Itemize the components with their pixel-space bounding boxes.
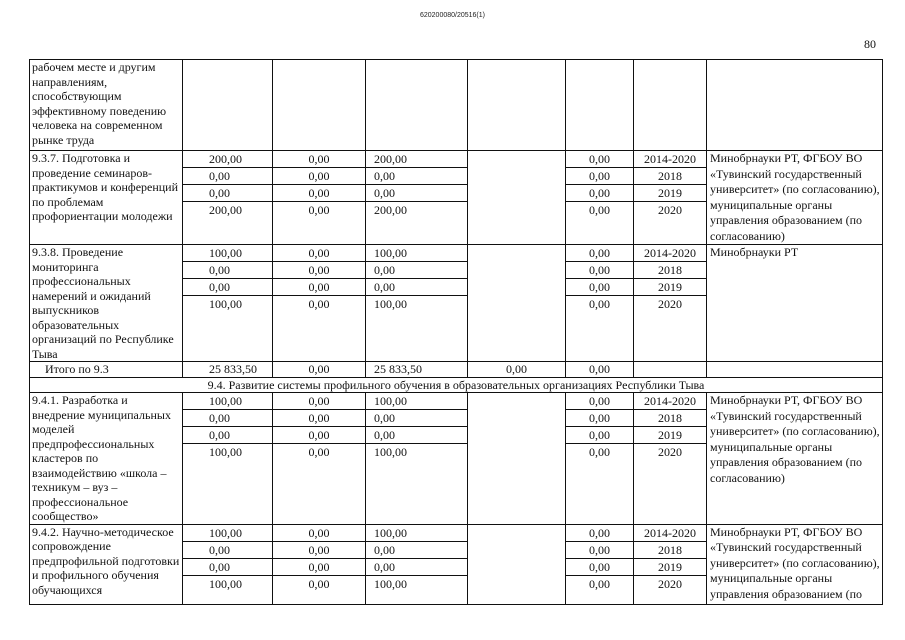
federal-amounts: 0,00 0,00 0,00 0,00: [273, 524, 366, 604]
years: 2014-2020 2018 2019 2020: [634, 524, 707, 604]
municipal-amounts: [468, 524, 566, 604]
measure-description: 9.3.7. Подготовка и проведение семинаров-практикумов и конференций по проблемам профориентации молодежи: [30, 151, 183, 245]
federal-amounts: 0,00 0,00 0,00 0,00: [273, 151, 366, 245]
total-federal: 0,00: [273, 362, 366, 378]
other-amounts: 0,00 0,00 0,00 0,00: [566, 151, 634, 245]
measure-description: рабочем месте и другим направлениям, способствующим эффективному поведению человека на современном рынке труда: [30, 60, 183, 151]
other-amounts: 0,00 0,00 0,00 0,00: [566, 524, 634, 604]
total-amounts: 100,00 0,00 0,00 100,00: [183, 245, 273, 362]
years: 2014-2020 2018 2019 2020: [634, 245, 707, 362]
measure-description: 9.4.2. Научно-методическое сопровождение предпрофильной подготовки и профильного обучения обучающихся: [30, 524, 183, 604]
years: 2014-2020 2018 2019 2020: [634, 151, 707, 245]
table-row: [30, 245, 883, 362]
page-number: 80: [864, 37, 876, 51]
executors: Минобрнауки РТ: [707, 245, 883, 362]
document-id: 620200080/20516(1): [419, 12, 485, 19]
municipal-amounts: [468, 393, 566, 525]
other-amounts: 0,00 0,00 0,00 0,00: [566, 393, 634, 525]
municipal-amounts: [468, 151, 566, 245]
measure-description: 9.4.1. Разработка и внедрение муниципальных моделей предпрофессиональных кластеров по взаимодействию «школа – техникум – вуз – профессиональное сообщество»: [30, 393, 183, 525]
republic-amounts: 100,00 0,00 0,00 100,00: [366, 245, 468, 362]
total-municipal: 0,00: [468, 362, 566, 378]
other-amounts: 0,00 0,00 0,00 0,00: [566, 245, 634, 362]
total-sum: 25 833,50: [183, 362, 273, 378]
republic-amounts: 200,00 0,00 0,00 200,00: [366, 151, 468, 245]
section-header-row: [30, 378, 883, 393]
total-row: [30, 362, 883, 378]
total-republic: 25 833,50: [366, 362, 468, 378]
section-title: 9.4. Развитие системы профильного обучения в образовательных организациях Республики Тыва: [30, 378, 883, 393]
table-row: [30, 151, 883, 245]
republic-amounts: 100,00 0,00 0,00 100,00: [366, 524, 468, 604]
measure-description: 9.3.8. Проведение мониторинга профессиональных намерений и ожиданий выпускников образовательных организаций по Республике Тыва: [30, 245, 183, 362]
total-amounts: 100,00 0,00 0,00 100,00: [183, 393, 273, 525]
executors: Минобрнауки РТ, ФГБОУ ВО «Тувинский государственный университет» (по согласованию), муниципальные органы управления образованием (по согласованию): [707, 393, 883, 525]
table-row: [30, 60, 883, 151]
total-amounts: 200,00 0,00 0,00 200,00: [183, 151, 273, 245]
table-row: [30, 393, 883, 525]
total-amounts: 100,00 0,00 0,00 100,00: [183, 524, 273, 604]
municipal-amounts: [468, 245, 566, 362]
total-other: 0,00: [566, 362, 634, 378]
table-row: [30, 524, 883, 604]
years: 2014-2020 2018 2019 2020: [634, 393, 707, 525]
executors: Минобрнауки РТ, ФГБОУ ВО «Тувинский государственный университет» (по согласованию), муниципальные органы управления образованием (по: [707, 524, 883, 604]
program-measures-table: [29, 59, 883, 605]
federal-amounts: 0,00 0,00 0,00 0,00: [273, 245, 366, 362]
total-label: Итого по 9.3: [30, 362, 183, 378]
republic-amounts: 100,00 0,00 0,00 100,00: [366, 393, 468, 525]
federal-amounts: 0,00 0,00 0,00 0,00: [273, 393, 366, 525]
executors: Минобрнауки РТ, ФГБОУ ВО «Тувинский государственный университет» (по согласованию), муниципальные органы управления образованием (по согласованию): [707, 151, 883, 245]
